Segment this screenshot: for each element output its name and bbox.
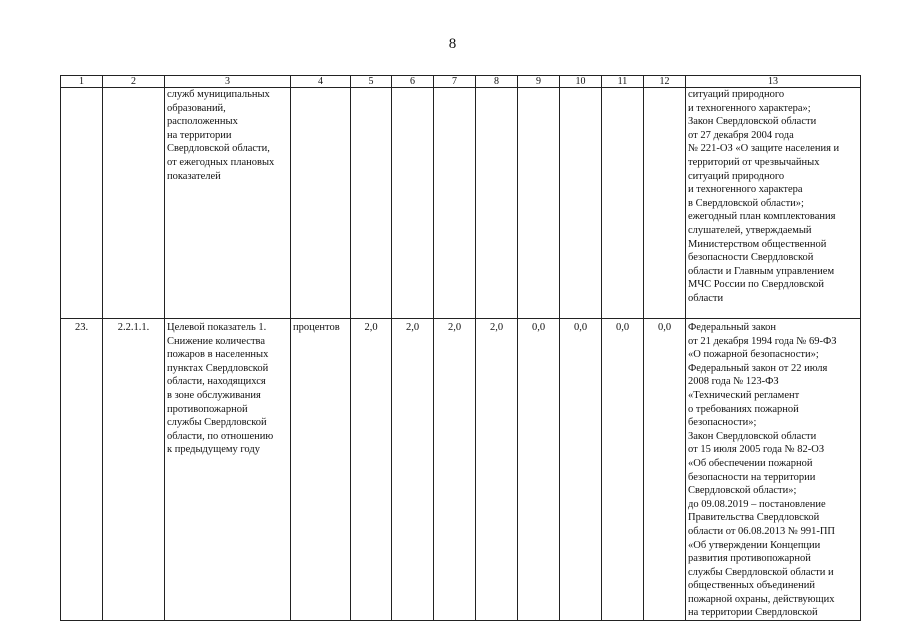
column-header: 9 (518, 76, 560, 88)
column-header: 10 (560, 76, 602, 88)
value-cell: 2,0 (434, 319, 476, 621)
item-code-cell: 2.2.1.1. (103, 319, 165, 621)
column-header: 7 (434, 76, 476, 88)
table-row (61, 319, 861, 621)
column-header: 2 (103, 76, 165, 88)
row-number-cell: 23. (61, 319, 103, 621)
page-number: 8 (448, 36, 457, 52)
table-cell (61, 88, 103, 319)
value-cell: 0,0 (602, 319, 644, 621)
column-header: 6 (392, 76, 434, 88)
column-header: 8 (476, 76, 518, 88)
value-cell: 2,0 (476, 319, 518, 621)
table-cell (560, 88, 602, 319)
indicator-name-cell: служб муниципальных образований, расположенных на территории Свердловской области, от ежегодных плановых показателей (165, 88, 291, 319)
column-header: 12 (644, 76, 686, 88)
table-row (61, 88, 861, 319)
table-cell (602, 88, 644, 319)
column-header: 1 (61, 76, 103, 88)
column-header: 13 (686, 76, 861, 88)
table-cell (351, 88, 392, 319)
table-cell (518, 88, 560, 319)
value-cell: 2,0 (392, 319, 434, 621)
value-cell: 0,0 (644, 319, 686, 621)
data-table (60, 75, 861, 621)
indicator-name-cell: Целевой показатель 1. Снижение количества пожаров в населенных пунктах Свердловской области, находящихся в зоне обслуживания противопожарной службы Свердловской области, по отношению к предыдущему году (165, 319, 291, 621)
column-header: 5 (351, 76, 392, 88)
value-cell: 2,0 (351, 319, 392, 621)
table-cell (644, 88, 686, 319)
table-cell (476, 88, 518, 319)
legal-basis-cell: ситуаций природного и техногенного характера»; Закон Свердловской области от 27 декабря 2004 года № 221-ОЗ «О защите населения и территорий от чрезвычайных ситуаций природного и техногенного характера в Свердловской области»; ежегодный план комплектования слушателей, утверждаемый Министерством общественной безопасности Свердловской области и Главным управлением МЧС России по Свердловской области (686, 88, 861, 319)
table-cell (434, 88, 476, 319)
column-header: 4 (291, 76, 351, 88)
table-cell (392, 88, 434, 319)
unit-cell: процентов (291, 319, 351, 621)
table-cell (103, 88, 165, 319)
value-cell: 0,0 (518, 319, 560, 621)
table-header-row (61, 76, 861, 88)
value-cell: 0,0 (560, 319, 602, 621)
legal-basis-cell: Федеральный закон от 21 декабря 1994 года № 69-ФЗ «О пожарной безопасности»; Федеральный закон от 22 июля 2008 года № 123-ФЗ «Технический регламент о требованиях пожарной безопасности»; Закон Свердловской области от 15 июля 2005 года № 82-ОЗ «Об обеспечении пожарной безопасности на территории Свердловской области»; до 09.08.2019 – постановление Правительства Свердловской области от 06.08.2013 № 991-ПП «Об утверждении Концепции развития противопожарной службы Свердловской области и общественных объединений пожарной охраны, действующих на территории Свердловской (686, 319, 861, 621)
table-cell (291, 88, 351, 319)
column-header: 3 (165, 76, 291, 88)
column-header: 11 (602, 76, 644, 88)
